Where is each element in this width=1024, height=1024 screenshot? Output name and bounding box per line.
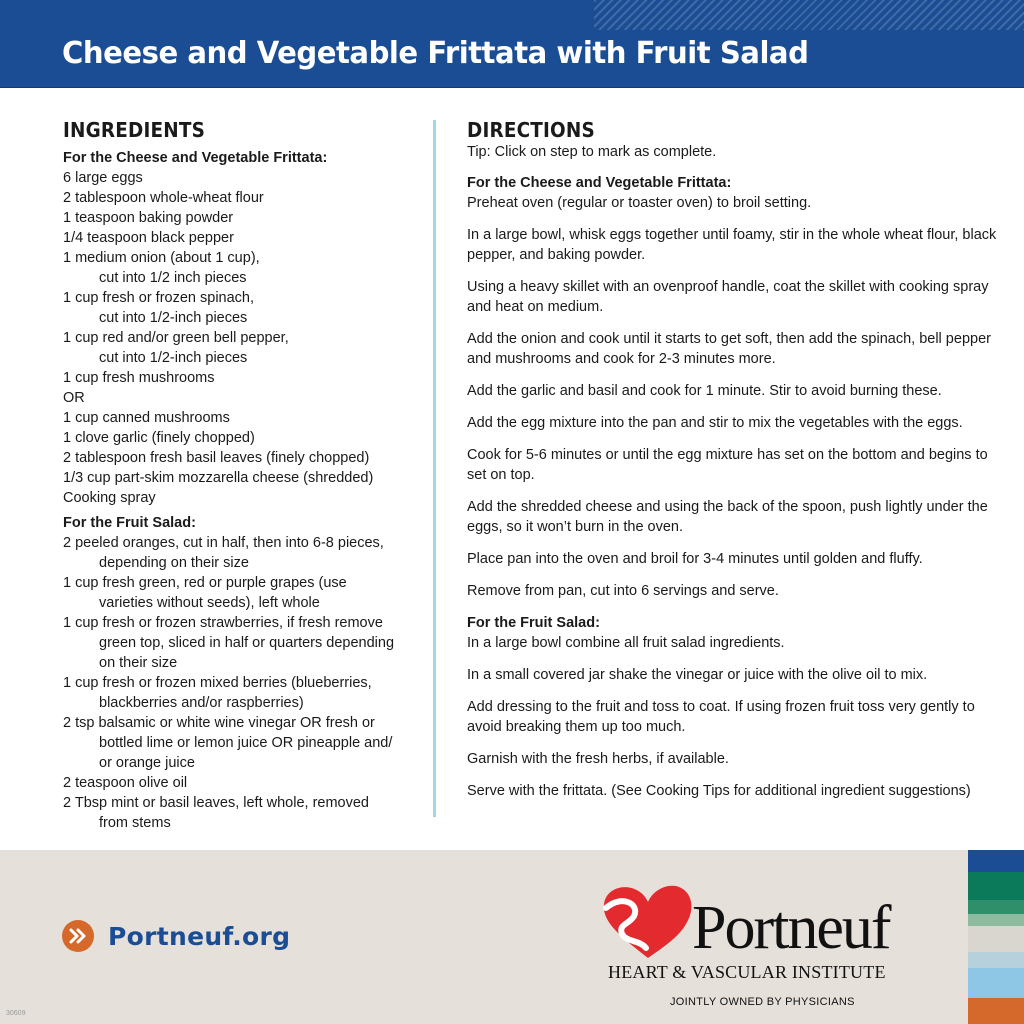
list-item: 2 tablespoon whole-wheat flour [63,190,264,206]
list-item-continuation: from stems [99,815,171,831]
column-divider [433,120,436,817]
salad-directions-heading: For the Fruit Salad: [467,615,600,631]
direction-step[interactable]: In a large bowl, whisk eggs together until foamy, stir in the whole wheat flour, black pepper, and baking powder. [467,227,997,263]
ingredients-section [63,118,423,833]
color-bar [968,952,1024,968]
list-item: 1 cup red and/or green bell pepper, [63,330,289,346]
list-item-continuation: cut into 1/2 inch pieces [99,270,247,286]
color-bar [968,900,1024,914]
list-item: OR [63,390,85,406]
ingredients-heading: INGREDIENTS [63,118,206,142]
page-title: Cheese and Vegetable Frittata with Fruit Salad [62,36,809,71]
list-item-continuation: green top, sliced in half or quarters depending [99,635,395,651]
salad-ingredients-heading: For the Fruit Salad: [63,515,196,531]
frittata-directions-heading: For the Cheese and Vegetable Frittata: [467,175,732,191]
direction-step[interactable]: Remove from pan, cut into 6 servings and serve. [467,583,779,599]
list-item: 1 cup fresh green, red or purple grapes (use [63,575,347,591]
list-item: 1 cup fresh or frozen spinach, [63,290,255,306]
document-code: 30609 [6,1010,26,1017]
logo-institute-text: HEART & VASCULAR INSTITUTE [608,962,886,982]
list-item: 1/4 teaspoon black pepper [63,230,234,246]
page-footer [0,850,1024,1024]
list-item: 1 cup fresh or frozen mixed berries (blueberries, [63,675,372,691]
directions-heading: DIRECTIONS [467,118,595,142]
double-chevron-right-icon [62,920,94,952]
direction-step[interactable]: Cook for 5-6 minutes or until the egg mixture has set on the bottom and begins to set on top. [467,447,988,483]
list-item-continuation: cut into 1/2-inch pieces [99,310,248,326]
color-bar [968,850,1024,872]
direction-step[interactable]: Place pan into the oven and broil for 3-4 minutes until golden and fluffy. [467,551,923,567]
logo-tagline: JOINTLY OWNED BY PHYSICIANS [670,996,855,1008]
list-item: 2 Tbsp mint or basil leaves, left whole, removed [63,795,369,811]
header-stripe-pattern [594,0,1024,30]
logo-brand-text: Portneuf [692,894,890,962]
list-item-continuation: or orange juice [99,755,195,771]
direction-step[interactable]: Garnish with the fresh herbs, if available. [467,751,729,767]
direction-step[interactable]: Add the onion and cook until it starts to get soft, then add the spinach, bell pepper and mushrooms and cook for 2-3 minutes more. [467,331,991,367]
frittata-ingredients-heading: For the Cheese and Vegetable Frittata: [63,150,328,166]
direction-step[interactable]: Add the garlic and basil and cook for 1 minute. Stir to avoid burning these. [467,383,942,399]
direction-step[interactable]: Preheat oven (regular or toaster oven) to broil setting. [467,195,812,211]
color-bar [968,998,1024,1024]
list-item: 1 cup fresh or frozen strawberries, if fresh remove [63,615,383,631]
directions-section [467,118,997,813]
list-item-continuation: depending on their size [99,555,249,571]
list-item-continuation: cut into 1/2-inch pieces [99,350,248,366]
salad-ingredients-list [63,533,423,833]
direction-step[interactable]: In a small covered jar shake the vinegar or juice with the olive oil to mix. [467,667,928,683]
list-item: 1 cup fresh mushrooms [63,370,215,386]
list-item: 2 peeled oranges, cut in half, then into 6-8 pieces, [63,535,384,551]
list-item: 1 teaspoon baking powder [63,210,234,226]
direction-step[interactable]: Add the shredded cheese and using the back of the spoon, push lightly under the eggs, so it won’t burn in the oven. [467,499,988,535]
list-item: 1 cup canned mushrooms [63,410,230,426]
direction-step[interactable]: Serve with the frittata. (See Cooking Tips for additional ingredient suggestions) [467,783,971,799]
color-bar [968,968,1024,998]
list-item: 6 large eggs [63,170,143,186]
list-item: 1 medium onion (about 1 cup), [63,250,260,266]
portneuf-logo [600,882,930,1022]
list-item: 2 teaspoon olive oil [63,775,188,791]
link-text: Portneuf.org [108,921,291,951]
list-item-continuation: on their size [99,655,178,671]
list-item-continuation: blackberries and/or raspberries) [99,695,304,711]
direction-step[interactable]: Add the egg mixture into the pan and stir to mix the vegetables with the eggs. [467,415,963,431]
heart-logo-icon [600,882,696,962]
color-bar [968,926,1024,952]
frittata-ingredients-list [63,168,423,508]
direction-step[interactable]: In a large bowl combine all fruit salad ingredients. [467,635,785,651]
list-item-continuation: varieties without seeds), left whole [99,595,320,611]
list-item: 2 tsp balsamic or white wine vinegar OR fresh or [63,715,375,731]
direction-step[interactable]: Add dressing to the fruit and toss to coat. If using frozen fruit toss very gently to avoid breaking them up too much. [467,699,975,735]
list-item-continuation: bottled lime or lemon juice OR pineapple and/ [99,735,393,751]
list-item: 1 clove garlic (finely chopped) [63,430,255,446]
portneuf-link[interactable] [62,920,290,952]
color-bar [968,872,1024,900]
color-bar [968,914,1024,926]
direction-step[interactable]: Using a heavy skillet with an ovenproof handle, coat the skillet with cooking spray and heat on medium. [467,279,989,315]
tip-text: Tip: Click on step to mark as complete. [467,144,717,160]
page-header [0,0,1024,88]
list-item: Cooking spray [63,490,156,506]
list-item: 1/3 cup part-skim mozzarella cheese (shredded) [63,470,374,486]
list-item: 2 tablespoon fresh basil leaves (finely chopped) [63,450,370,466]
accent-color-bars [968,850,1024,1024]
